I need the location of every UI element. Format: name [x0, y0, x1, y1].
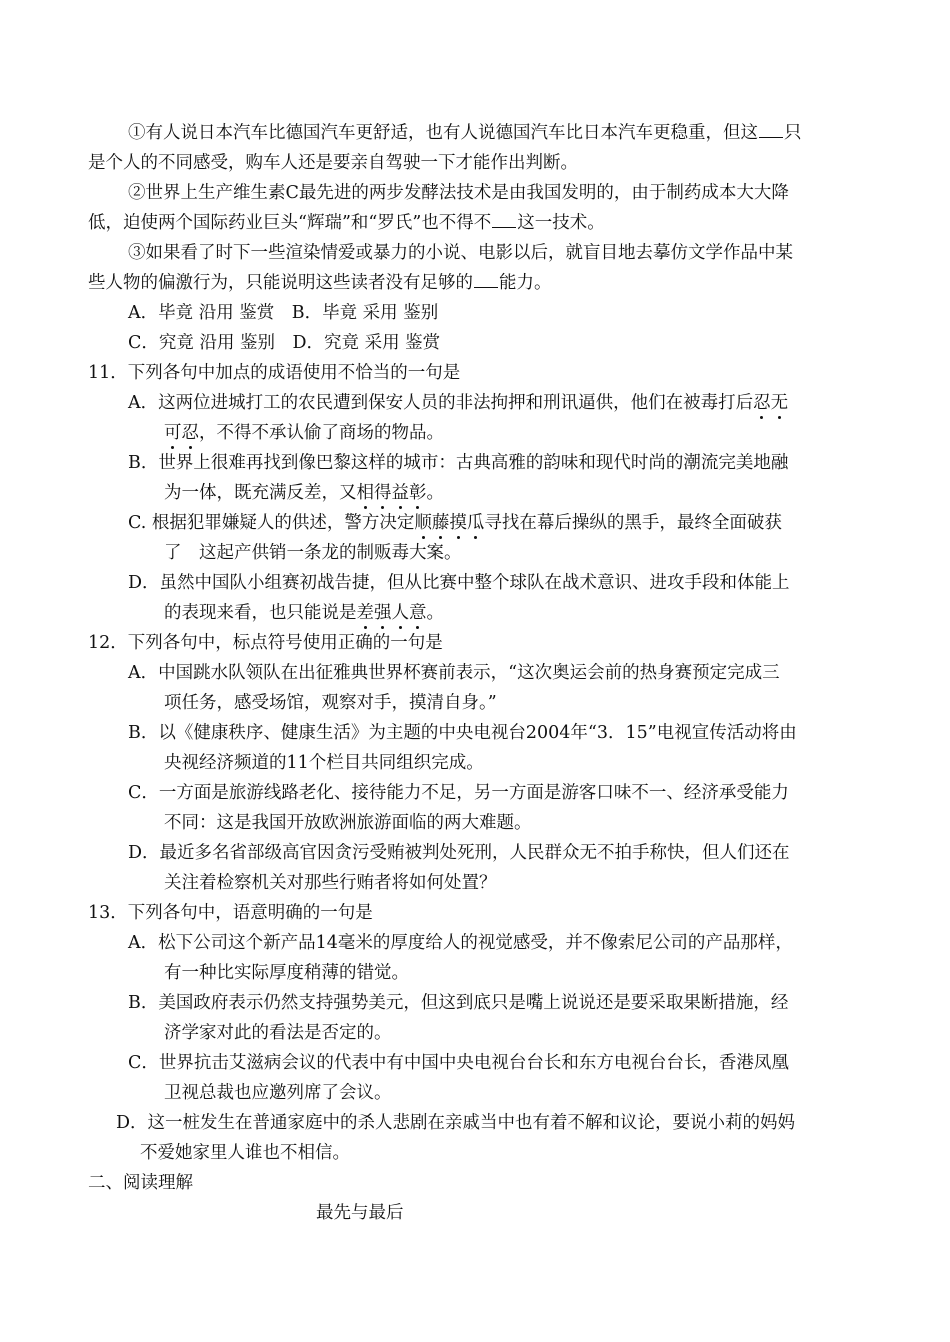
q10-s3-text: ③如果看了时下一些渲染情爱或暴力的小说、电影以后，就盲目地去摹仿文学作品中某 [128, 243, 793, 263]
q13-option-d-cont [88, 1138, 868, 1168]
q12-option-b-cont [88, 748, 868, 778]
blank [492, 213, 516, 228]
q11-stem [88, 358, 868, 388]
q11-a-text: A．这两位进城打工的农民遭到保安人员的非法拘押和刑讯逼供，他们在被毒打后 [128, 393, 754, 413]
q11-c-tail: 寻找在幕后操纵的黑手，最终全面破获 [484, 513, 782, 533]
q11-option-a-cont [88, 418, 868, 448]
q10-sentence-1-cont [88, 148, 868, 178]
q10-s1-cont-text: 是个人的不同感受，购车人还是要亲自驾驶一下才能作出判断。 [88, 153, 578, 173]
dotted-char: 相 [356, 483, 374, 503]
q10-s1-text: ①有人说日本汽车比德国汽车更舒适，也有人说德国汽车比日本汽车更稳重，但这 [128, 123, 758, 143]
q13-option-c-cont [88, 1078, 868, 1108]
section-heading-text: 二、阅读理解 [88, 1173, 193, 1193]
q13-d-text: D．这一桩发生在普通家庭中的杀人悲剧在亲戚当中也有着不解和议论，要说小莉的妈妈 [116, 1113, 796, 1133]
q12-b-text: B．以《健康秩序、健康生活》为主题的中央电视台2004年“3．15”电视宣传活动将由 [128, 723, 797, 743]
dotted-char: 瓜 [466, 513, 485, 533]
document-page [88, 118, 868, 1228]
q10-options-cd-text: C．究竟 沿用 鉴别 D．究竟 采用 鉴赏 [128, 333, 441, 353]
blank [759, 123, 783, 138]
q12-c-cont-text: 不同：这是我国开放欧洲旅游面临的两大难题。 [164, 813, 532, 833]
q10-options-ab-text: A．毕竟 沿用 鉴赏 B．毕竟 采用 鉴别 [128, 303, 439, 323]
q11-c-cont-text: 了 这起产供销一条龙的制贩毒大案。 [164, 543, 462, 563]
q10-s3-tail: 能力。 [499, 273, 552, 293]
q12-option-c [88, 778, 868, 808]
q11-d-cont-text: 的表现来看，也只能说是 [164, 603, 357, 623]
dotted-char: 得 [374, 483, 392, 503]
q13-d-cont-text: 不爱她家里人谁也不相信。 [140, 1143, 350, 1163]
q10-sentence-2 [88, 178, 868, 208]
q12-c-text: C．一方面是旅游线路老化、接待能力不足，另一方面是游客口味不一、经济承受能力 [128, 783, 789, 803]
q11-b-text: B．世界上很难再找到像巴黎这样的城市：古典高雅的韵味和现代时尚的潮流完美地融 [128, 453, 789, 473]
q13-stem [88, 898, 868, 928]
q12-option-c-cont [88, 808, 868, 838]
q10-sentence-3-cont [88, 268, 868, 298]
dotted-char: 益 [391, 483, 409, 503]
q11-option-c-cont [88, 538, 868, 568]
blank [474, 273, 498, 288]
q12-stem [88, 628, 868, 658]
q10-s2-cont-text: 低，迫使两个国际药业巨头“辉瑞”和“罗氏”也不得不 [88, 213, 492, 233]
q11-option-d-cont [88, 598, 868, 628]
q12-option-a [88, 658, 868, 688]
dotted-char: 忍 [753, 393, 771, 413]
q10-sentence-3 [88, 238, 868, 268]
q11-option-a [88, 388, 868, 418]
q11-d-text: D．虽然中国队小组赛初战告捷，但从比赛中整个球队在战术意识、进攻手段和体能上 [128, 573, 790, 593]
q13-b-text: B．美国政府表示仍然支持强势美元，但这到底只是嘴上说说还是要采取果断措施，经 [128, 993, 789, 1013]
q11-option-b [88, 448, 868, 478]
q11-d-tail: 。 [426, 603, 444, 623]
q13-b-cont-text: 济学家对此的看法是否定的。 [164, 1023, 392, 1043]
q13-option-a-cont [88, 958, 868, 988]
q13-option-b [88, 988, 868, 1018]
q13-option-a [88, 928, 868, 958]
q13-option-d [88, 1108, 868, 1138]
dotted-char: 摸 [449, 513, 467, 533]
q13-a-text: A．松下公司这个新产品14毫米的厚度给人的视觉感受，并不像索尼公司的产品那样， [128, 933, 793, 953]
dotted-char: 忍 [181, 423, 199, 443]
q12-option-d [88, 838, 868, 868]
q10-sentence-2-cont [88, 208, 868, 238]
q12-a-cont-text: 项任务，感受场馆，观察对手，摸清自身。” [164, 693, 497, 713]
q11-b-cont-text: 为一体，既充满反差，又 [164, 483, 357, 503]
dotted-char: 强 [374, 603, 392, 623]
q13-c-cont-text: 卫视总裁也应邀列席了会议。 [164, 1083, 392, 1103]
q13-c-text: C．世界抗击艾滋病会议的代表中有中国中央电视台台长和东方电视台台长，香港凤凰 [128, 1053, 789, 1073]
section-heading [88, 1168, 868, 1198]
q12-option-b [88, 718, 868, 748]
q11-a-cont-text: ，不得不承认偷了商场的物品。 [199, 423, 444, 443]
dotted-char: 彰 [409, 483, 427, 503]
q13-option-b-cont [88, 1018, 868, 1048]
q11-c-text: C. 根据犯罪嫌疑人的供述，警方决定 [128, 513, 415, 533]
q12-d-text: D．最近多名省部级高官因贪污受贿被判处死刑，人民群众无不拍手称快，但人们还在 [128, 843, 790, 863]
dotted-char: 人 [391, 603, 409, 623]
dotted-char: 意 [409, 603, 427, 623]
q12-stem-text: 12．下列各句中，标点符号使用正确的一句是 [88, 633, 443, 653]
q11-b-tail: 。 [426, 483, 444, 503]
q13-stem-text: 13．下列各句中，语意明确的一句是 [88, 903, 373, 923]
q11-option-d [88, 568, 868, 598]
dotted-char: 藤 [431, 513, 450, 533]
q10-s3-cont-text: 些人物的偏激行为，只能说明这些读者没有足够的 [88, 273, 473, 293]
q12-b-cont-text: 央视经济频道的11个栏目共同组织完成。 [164, 753, 484, 773]
article-title-text: 最先与最后 [316, 1203, 404, 1223]
q11-option-b-cont [88, 478, 868, 508]
q12-a-text: A．中国跳水队领队在出征雅典世界杯赛前表示，“这次奥运会前的热身赛预定完成三 [128, 663, 780, 683]
q10-s2-text: ②世界上生产维生素C最先进的两步发酵法技术是由我国发明的，由于制药成本大大降 [128, 183, 789, 203]
article-title [88, 1198, 868, 1228]
q13-option-c [88, 1048, 868, 1078]
dotted-char: 差 [356, 603, 374, 623]
q12-option-d-cont [88, 868, 868, 898]
q12-option-a-cont [88, 688, 868, 718]
q12-d-cont-text: 关注着检察机关对那些行贿者将如何处置？ [164, 873, 497, 893]
q11-option-c [88, 508, 868, 538]
q11-stem-text: 11．下列各句中加点的成语使用不恰当的一句是 [88, 363, 461, 383]
q10-options-cd [88, 328, 868, 358]
q13-a-cont-text: 有一种比实际厚度稍薄的错觉。 [164, 963, 409, 983]
q10-s1-tail: 只 [784, 123, 802, 143]
q10-options-ab [88, 298, 868, 328]
dotted-char: 无 [770, 393, 789, 413]
q10-s2-tail: 这一技术。 [517, 213, 605, 233]
dotted-char: 可 [164, 423, 182, 443]
q10-sentence-1 [88, 118, 868, 148]
dotted-char: 顺 [414, 513, 432, 533]
